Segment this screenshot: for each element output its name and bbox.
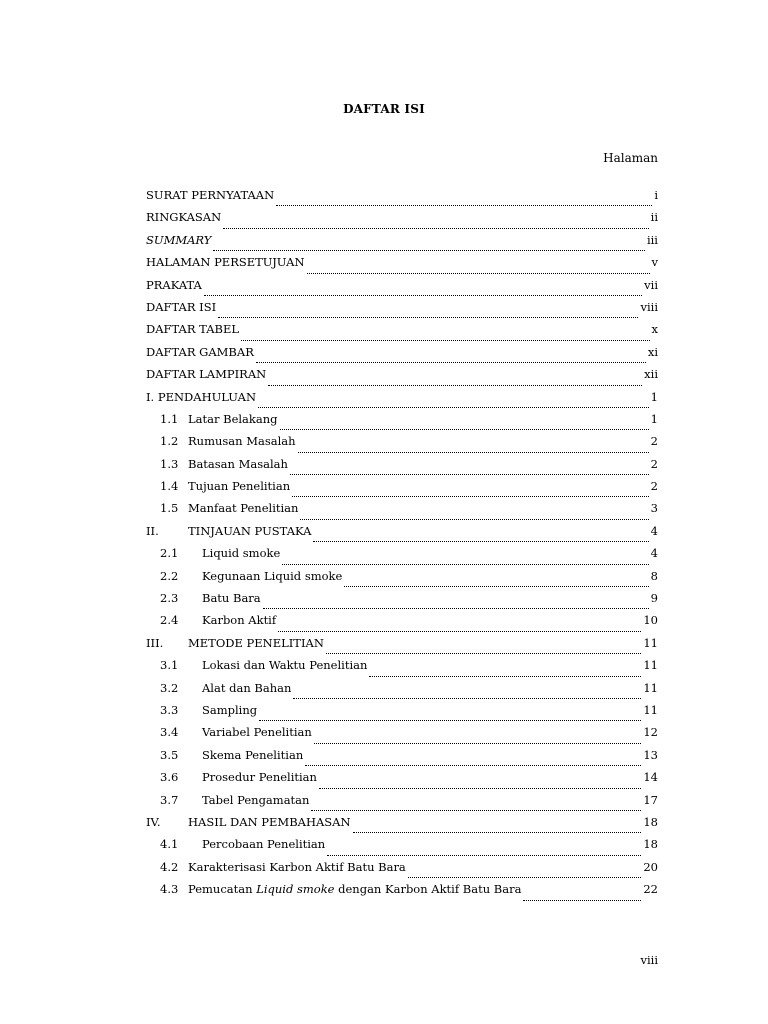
toc-section-4-2: 4.2 Karakterisasi Karbon Aktif Batu Bara 20 bbox=[146, 860, 658, 882]
toc-entry-ringkasan: RINGKASAN ii bbox=[146, 210, 658, 232]
toc-entry-daftar-gambar: DAFTAR GAMBAR xi bbox=[146, 345, 658, 367]
halaman-label: Halaman bbox=[603, 151, 658, 165]
toc-entry-summary: SUMMARY iii bbox=[146, 233, 658, 255]
page-number: viii bbox=[640, 953, 658, 967]
toc-section-3-1: 3.1 Lokasi dan Waktu Penelitian 11 bbox=[146, 658, 658, 680]
toc-section-4-1: 4.1 Percobaan Penelitian 18 bbox=[146, 837, 658, 859]
toc-chapter-4: IV. HASIL DAN PEMBAHASAN 18 bbox=[146, 815, 658, 837]
toc-entry-halaman-persetujuan: HALAMAN PERSETUJUAN v bbox=[146, 255, 658, 277]
toc-entry-surat-pernyataan: SURAT PERNYATAAN i bbox=[146, 188, 658, 210]
toc-section-2-1: 2.1 Liquid smoke 4 bbox=[146, 546, 658, 568]
toc-entry-prakata: PRAKATA vii bbox=[146, 278, 658, 300]
page-title: DAFTAR ISI bbox=[343, 102, 425, 116]
toc-section-1-3: 1.3 Batasan Masalah 2 bbox=[146, 457, 658, 479]
toc-chapter-1: I. PENDAHULUAN 1 bbox=[146, 390, 658, 412]
toc-section-1-5: 1.5 Manfaat Penelitian 3 bbox=[146, 501, 658, 523]
toc-section-3-5: 3.5 Skema Penelitian 13 bbox=[146, 748, 658, 770]
toc-entry-daftar-isi: DAFTAR ISI viii bbox=[146, 300, 658, 322]
toc-section-2-2: 2.2 Kegunaan Liquid smoke 8 bbox=[146, 569, 658, 591]
toc-chapter-3: III. METODE PENELITIAN 11 bbox=[146, 636, 658, 658]
toc-section-2-4: 2.4 Karbon Aktif 10 bbox=[146, 613, 658, 635]
toc-section-1-2: 1.2 Rumusan Masalah 2 bbox=[146, 434, 658, 456]
toc-entry-daftar-lampiran: DAFTAR LAMPIRAN xii bbox=[146, 367, 658, 389]
table-of-contents bbox=[146, 188, 658, 905]
toc-chapter-2: II. TINJAUAN PUSTAKA 4 bbox=[146, 524, 658, 546]
toc-section-4-3: 4.3 Pemucatan Liquid smoke dengan Karbon Aktif Batu Bara 22 bbox=[146, 882, 658, 904]
toc-entry-daftar-tabel: DAFTAR TABEL x bbox=[146, 322, 658, 344]
toc-section-2-3: 2.3 Batu Bara 9 bbox=[146, 591, 658, 613]
toc-section-3-4: 3.4 Variabel Penelitian 12 bbox=[146, 725, 658, 747]
toc-section-1-1: 1.1 Latar Belakang 1 bbox=[146, 412, 658, 434]
toc-section-3-6: 3.6 Prosedur Penelitian 14 bbox=[146, 770, 658, 792]
toc-section-3-2: 3.2 Alat dan Bahan 11 bbox=[146, 681, 658, 703]
toc-section-1-4: 1.4 Tujuan Penelitian 2 bbox=[146, 479, 658, 501]
toc-section-3-3: 3.3 Sampling 11 bbox=[146, 703, 658, 725]
toc-section-3-7: 3.7 Tabel Pengamatan 17 bbox=[146, 793, 658, 815]
